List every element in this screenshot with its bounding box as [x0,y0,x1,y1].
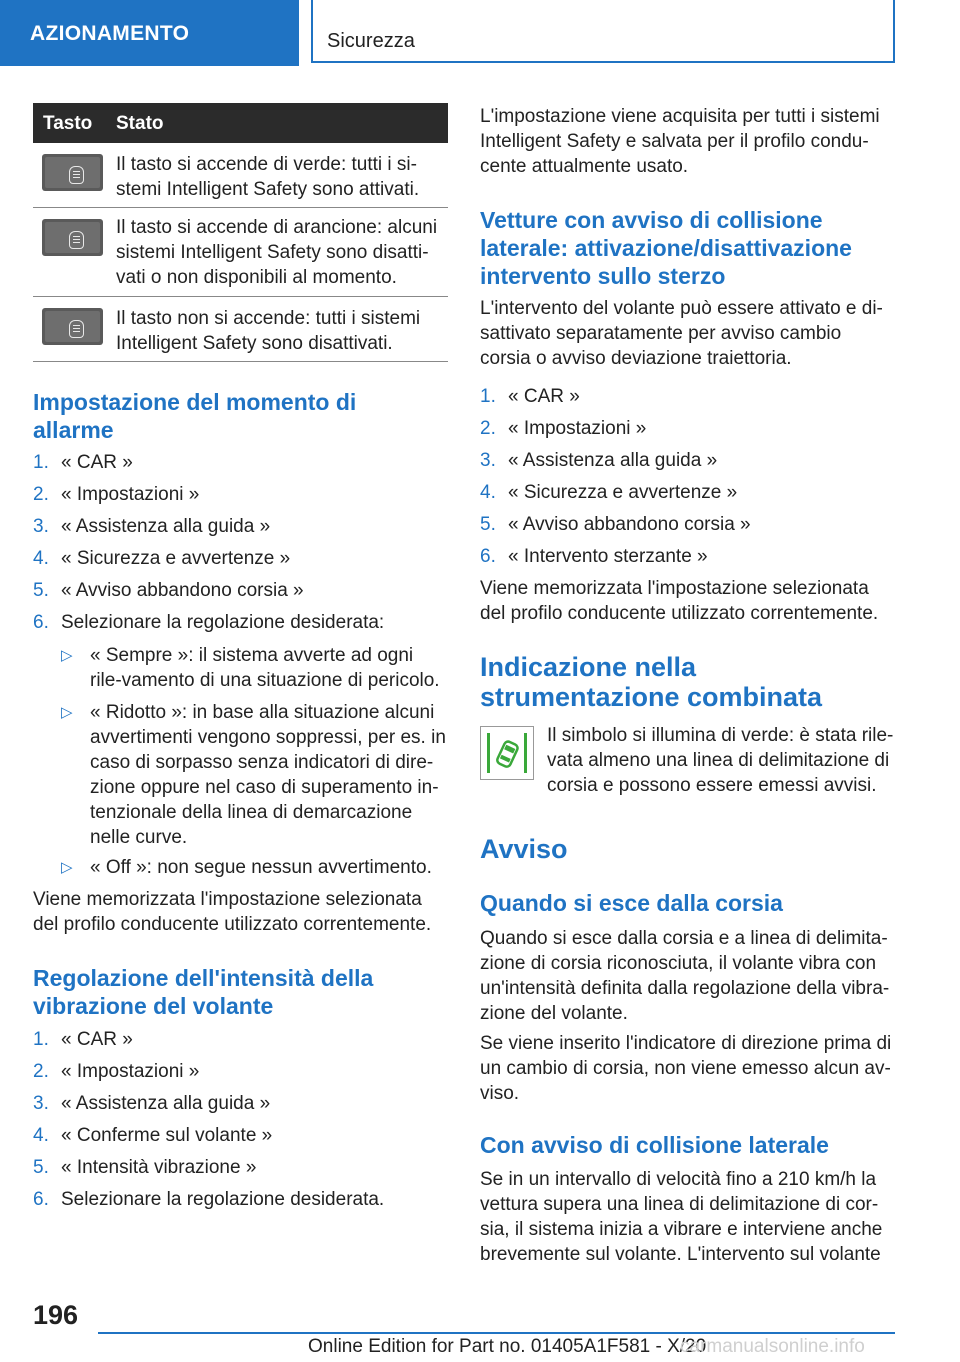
list-number: 6. [33,1189,49,1210]
list-text: « Intervento sterzante » [508,546,708,567]
option-text: « Sempre »: il sistema avverte ad ogni rile-vamento di una situazione di pericolo. [90,645,440,691]
list-number: 5. [33,1157,49,1178]
intelligent-safety-button-icon [42,219,103,256]
list-number: 4. [480,482,496,503]
list-text: « Intensità vibrazione » [61,1157,257,1178]
list-text: « Assistenza alla guida » [61,1093,271,1114]
indicator-text: Se viene inserito l'indicatore di direzione prima di un cambio di corsia, non viene emesso alcun av-viso. [480,1033,892,1104]
chapter-title: AZIONAMENTO [30,22,190,45]
list-number: 1. [33,1029,49,1050]
table-header [33,103,448,143]
table-cell-state: Il tasto si accende di verde: tutti i si-stemi Intelligent Safety sono attivati. [116,154,420,200]
list-text: « Conferme sul volante » [61,1125,273,1146]
alarm-note: Viene memorizzata l'impostazione selezionata del profilo conducente utilizzato correntemente. [33,889,432,935]
option-item [61,855,449,880]
subsection-title-lane-exit: Quando si esce dalla corsia [480,890,783,916]
chapter-tab [0,0,299,66]
list-text: « Impostazioni » [508,418,647,439]
list-item [33,1155,448,1180]
list-item [480,384,895,409]
watermark: carmanualsonline.info [680,1336,865,1357]
list-text: « Avviso abbandono corsia » [61,580,304,601]
subsection-title-side-collision: Con avviso di collisione laterale [480,1132,829,1158]
triangle-bullet-icon: ▷ [61,647,73,664]
list-text: « CAR » [61,1029,133,1050]
list-item [33,578,448,603]
list-number: 6. [480,546,496,567]
list-item [33,514,448,539]
side-collision-text: Se in un intervallo di velocità fino a 210 km/h la vettura supera una linea di delimitazione di cor-sia, il sistema inizia a vibrare e interviene anche brevemente sul volante. L'intervento sul volante [480,1169,883,1265]
section-tab [311,0,895,63]
list-number: 2. [33,1061,49,1082]
list-item [33,546,448,571]
list-text: « CAR » [508,386,580,407]
table-row [33,208,448,297]
intelligent-safety-button-icon [42,154,103,191]
table-row [33,297,448,362]
table-cell-state: Il tasto si accende di arancione: alcuni sistemi Intelligent Safety sono disatti-vati o non disponibili al momento. [116,217,438,288]
section-title-vibration: Regolazione dell'intensità della vibrazione del volante [33,965,374,1019]
section-title-warning: Avviso [480,834,568,864]
list-item [480,544,895,569]
list-text: « Assistenza alla guida » [508,450,718,471]
section-title-alarm: Impostazione del momento di allarme [33,389,357,443]
list-item [33,1091,448,1116]
list-item [480,416,895,441]
option-item [61,643,449,695]
list-number: 1. [480,386,496,407]
list-text: « Impostazioni » [61,1061,200,1082]
list-text: « Impostazioni » [61,484,200,505]
list-number: 5. [33,580,49,601]
lane-departure-icon [480,726,534,780]
list-item [33,1123,448,1148]
table-header-key: Tasto [43,113,93,134]
option-text: « Ridotto »: in base alla situazione alcuni avvertimenti vengono soppressi, per es. in caso di sorpasso senza indicatori di dire-zione oppure nel caso di superamento in-tenzionale della linea di demarcazione nelle curve. [90,702,446,848]
list-number: 5. [480,514,496,535]
list-number: 2. [33,484,49,505]
section-title-display: Indicazione nella strumentazione combinata [480,652,823,712]
display-text: Il simbolo si illumina di verde: è stata rile-vata almeno una linea di delimitazione di corsia e possono essere emessi avvisi. [547,725,894,796]
triangle-bullet-icon: ▷ [61,859,73,876]
list-item [33,610,448,635]
list-number: 3. [480,450,496,471]
table-cell-state: Il tasto non si accende: tutti i sistemi Intelligent Safety sono disattivati. [116,308,421,354]
footer-edition: Online Edition for Part no. 01405A1F581 - X/20 [308,1336,707,1357]
list-number: 2. [480,418,496,439]
list-item [480,480,895,505]
list-item [33,1187,448,1212]
list-text: Selezionare la regolazione desiderata: [61,612,385,633]
footer-divider [98,1332,895,1334]
list-text: Selezionare la regolazione desiderata. [61,1189,385,1210]
option-text: « Off »: non segue nessun avvertimento. [90,857,432,878]
steering-note: Viene memorizzata l'impostazione selezionata del profilo conducente utilizzato correntemente. [480,578,879,624]
intro-text: L'impostazione viene acquisita per tutti i sistemi Intelligent Safety e salvata per il profilo condu-cente attualmente usato. [480,106,880,177]
list-text: « Assistenza alla guida » [61,516,271,537]
list-number: 3. [33,516,49,537]
table-header-state: Stato [116,113,164,134]
table-row [33,143,448,208]
list-number: 4. [33,548,49,569]
list-number: 4. [33,1125,49,1146]
list-number: 3. [33,1093,49,1114]
steering-text: L'intervento del volante può essere attivato e di-sattivato separatamente per avviso cambio corsia o avviso deviazione traiettoria. [480,298,883,369]
option-item [61,700,449,850]
triangle-bullet-icon: ▷ [61,704,73,721]
list-item [33,1059,448,1084]
intelligent-safety-button-icon [42,308,103,345]
page-number: 196 [33,1300,79,1330]
list-number: 6. [33,612,49,633]
section-title-steering: Vetture con avviso di collisione laterale: attivazione/disattivazione intervento sullo sterzo [480,207,852,289]
list-item [33,1027,448,1052]
lane-exit-text: Quando si esce dalla corsia e a linea di delimita-zione di corsia riconosciuta, il volante vibra con un'intensità definita dalla regolazione della vibra-zione del volante. [480,928,890,1024]
list-item [480,512,895,537]
list-text: « Avviso abbandono corsia » [508,514,751,535]
list-item [480,448,895,473]
list-text: « Sicurezza e avvertenze » [508,482,738,503]
list-item [33,482,448,507]
list-item [33,450,448,475]
list-text: « Sicurezza e avvertenze » [61,548,291,569]
list-text: « CAR » [61,452,133,473]
section-title: Sicurezza [327,30,415,52]
list-number: 1. [33,452,49,473]
